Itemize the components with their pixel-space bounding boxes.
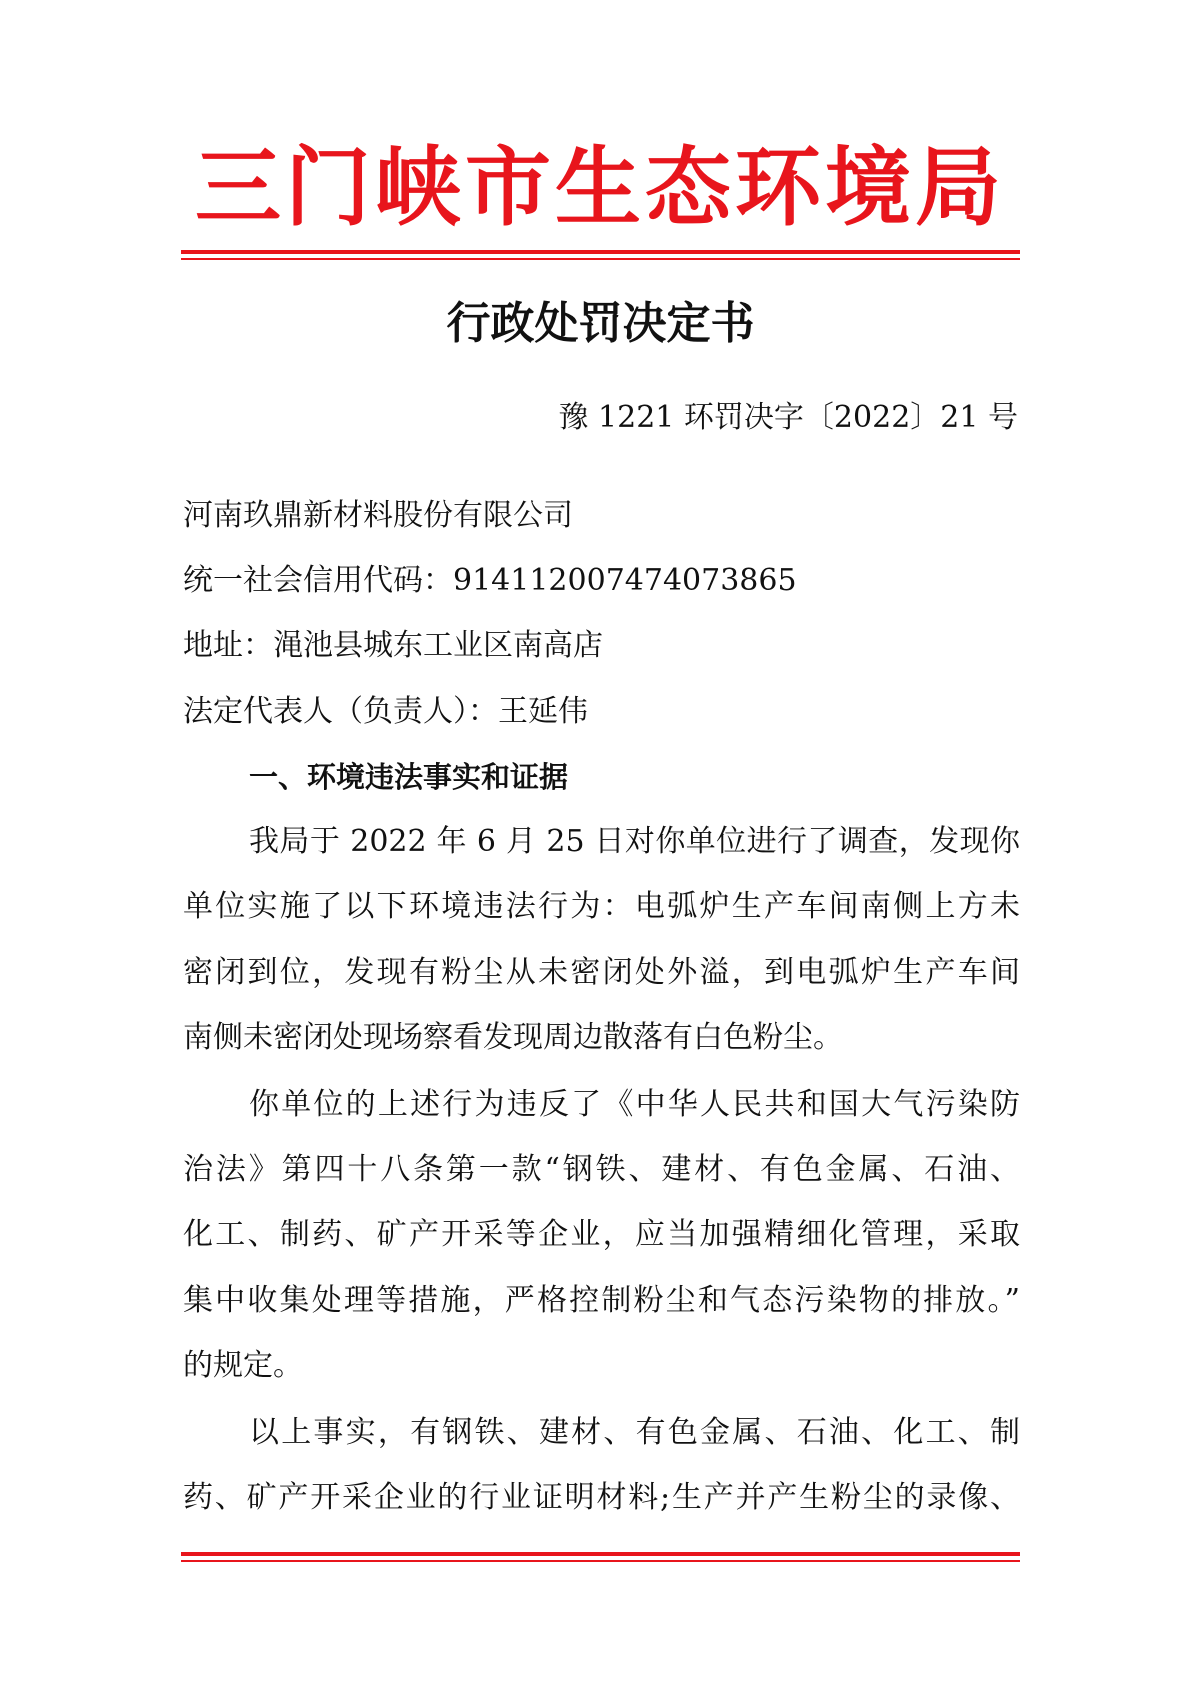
letterhead-rule-thin xyxy=(181,258,1020,260)
footer-rule-thick xyxy=(181,1552,1020,1556)
section-heading: 一、环境违法事实和证据 xyxy=(249,760,569,794)
paragraph-line: 我局于 2022 年 6 月 25 日对你单位进行了调查，发现你 xyxy=(249,824,1020,859)
paragraph-line: 集中收集处理等措施，严格控制粉尘和气态污染物的排放。” xyxy=(183,1283,1020,1318)
document-number: 豫 1221 环罚决字〔2022〕21 号 xyxy=(558,400,1018,435)
paragraph-line: 单位实施了以下环境违法行为：电弧炉生产车间南侧上方未 xyxy=(183,889,1020,924)
paragraph-line: 治法》第四十八条第一款“钢铁、建材、有色金属、石油、 xyxy=(183,1152,1020,1187)
paragraph-line: 药、矿产开采企业的行业证明材料;生产并产生粉尘的录像、 xyxy=(183,1480,1020,1515)
paragraph-line: 以上事实，有钢铁、建材、有色金属、石油、化工、制 xyxy=(249,1415,1020,1450)
party-name: 河南玖鼎新材料股份有限公司 xyxy=(183,498,573,533)
paragraph-line: 密闭到位，发现有粉尘从未密闭处外溢，到电弧炉生产车间 xyxy=(183,955,1020,990)
document-title: 行政处罚决定书 xyxy=(446,298,755,349)
party-representative: 法定代表人（负责人）：王延伟 xyxy=(183,694,588,729)
party-credit-code: 统一社会信用代码：914112007474073865 xyxy=(183,563,797,598)
party-address: 地址：渑池县城东工业区南高店 xyxy=(183,628,603,663)
footer-rule-thin xyxy=(181,1560,1020,1562)
agency-letterhead: 三门峡市生态环境局 xyxy=(195,137,1005,238)
paragraph-line: 你单位的上述行为违反了《中华人民共和国大气污染防 xyxy=(249,1087,1020,1122)
paragraph-line: 的规定。 xyxy=(183,1348,303,1383)
letterhead-rule-thick xyxy=(181,250,1020,254)
paragraph-line: 南侧未密闭处现场察看发现周边散落有白色粉尘。 xyxy=(183,1020,843,1055)
paragraph-line: 化工、制药、矿产开采等企业，应当加强精细化管理，采取 xyxy=(183,1217,1020,1252)
